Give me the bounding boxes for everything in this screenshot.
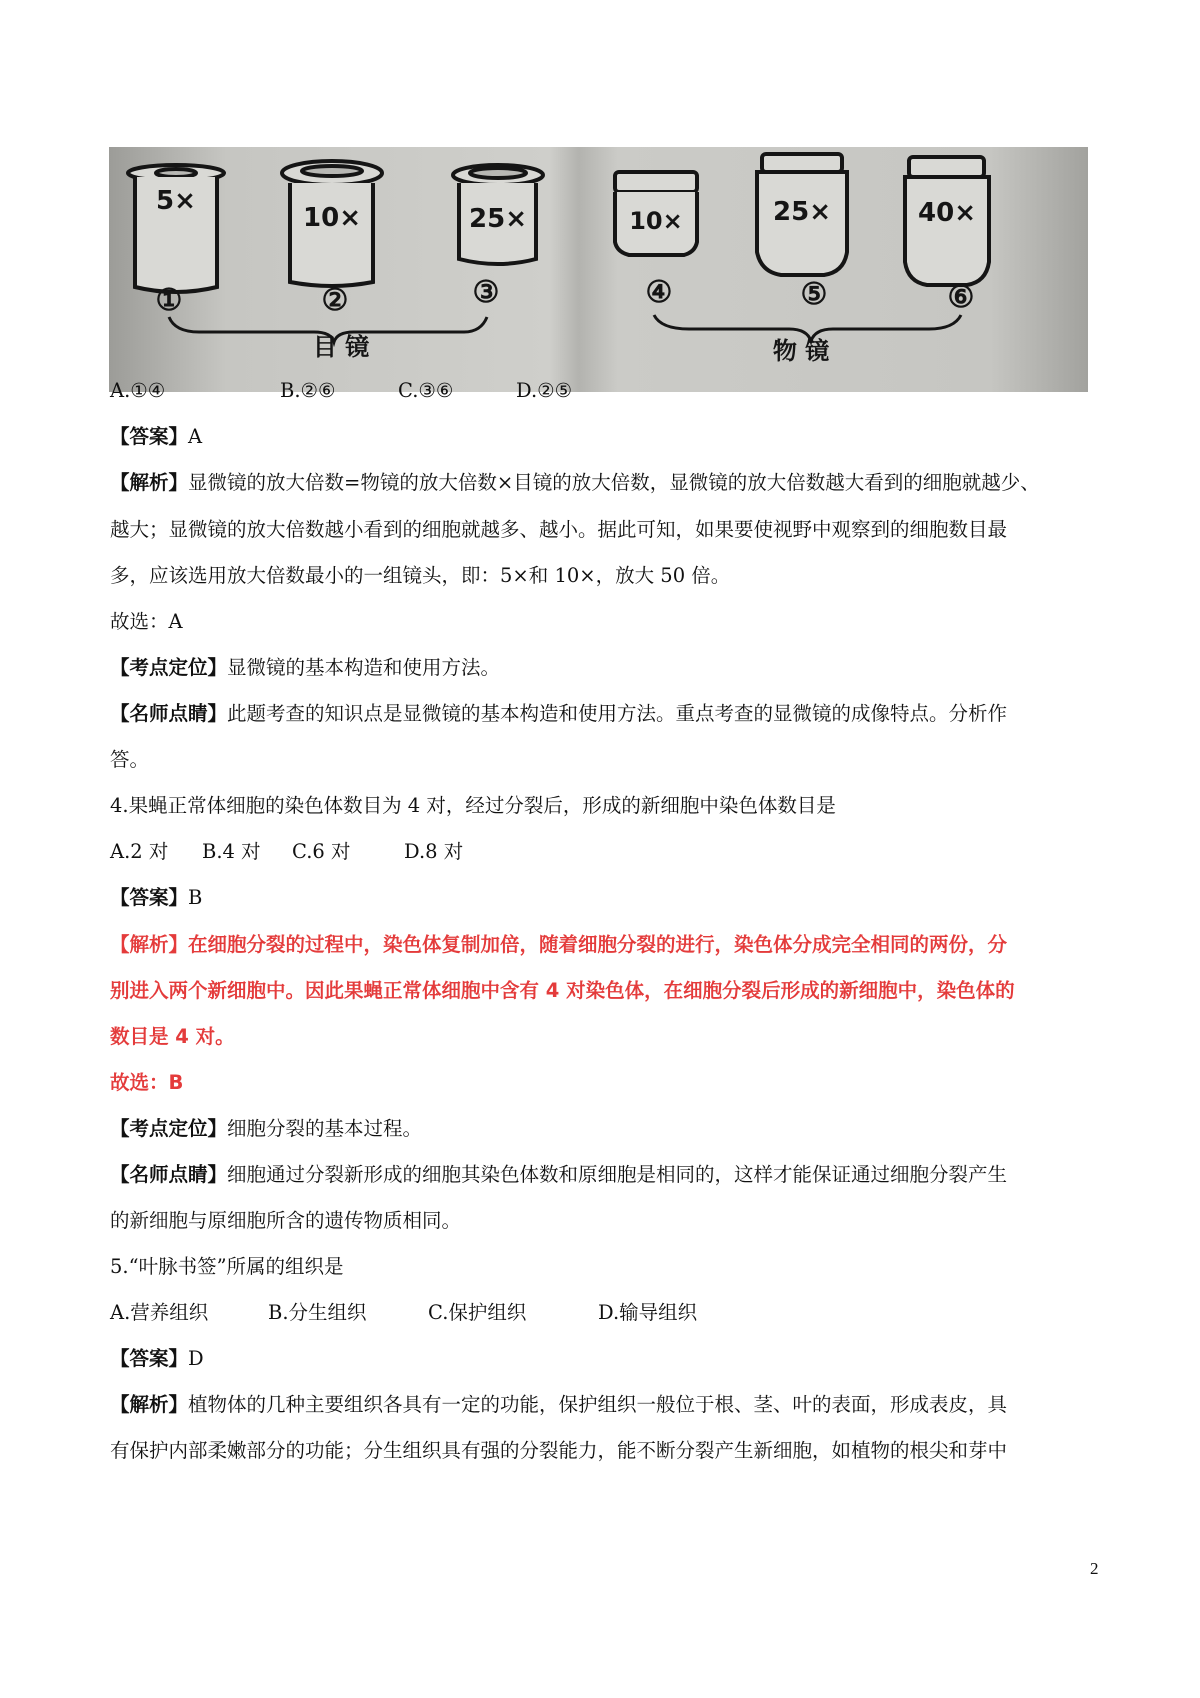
q3-analysis-line-1 (110, 471, 1100, 495)
lens-number-4: ④ (645, 275, 673, 310)
q3-option-b: B.②⑥ (280, 379, 336, 402)
q3-analysis-tag: 【解析】 (110, 471, 189, 494)
q4-point-text: 细胞分裂的基本过程。 (227, 1117, 423, 1140)
microscope-lens-figure (109, 147, 1088, 392)
eyepiece-lens-1 (128, 165, 224, 292)
lens-number-2: ② (321, 283, 349, 318)
q3-option-c: C.③⑥ (398, 379, 454, 402)
lens-number-5: ⑤ (800, 277, 828, 312)
q4-question: 4.果蝇正常体细胞的染色体数目为 4 对，经过分裂后，形成的新细胞中染色体数目是 (110, 794, 836, 817)
q3-choice: 故选：A (110, 610, 183, 633)
q5-options (110, 1301, 1100, 1325)
q4-answer (110, 886, 1100, 910)
q3-teacher-line-2: 答。 (110, 748, 150, 771)
q4-choice: 故选：B (110, 1071, 184, 1094)
q4-analysis-text-1: 在细胞分裂的过程中，染色体复制加倍，随着细胞分裂的进行，染色体分成完全相同的两份，分 (188, 933, 1008, 956)
q5-analysis-line-2: 有保护内部柔嫩部分的功能；分生组织具有强的分裂能力，能不断分裂产生新细胞，如植物的根尖和芽中 (110, 1439, 1008, 1462)
page-number: 2 (1090, 1559, 1099, 1578)
q4-teacher-line-1 (110, 1163, 1100, 1187)
q5-analysis-text-1: 植物体的几种主要组织各具有一定的功能，保护组织一般位于根、茎、叶的表面，形成表皮，具 (188, 1393, 1008, 1416)
q3-analysis-text-1: 显微镜的放大倍数=物镜的放大倍数×目镜的放大倍数，显微镜的放大倍数越大看到的细胞就越少、 (188, 471, 1040, 494)
q5-option-a: A.营养组织 (110, 1301, 209, 1324)
q5-answer-tag: 【答案】 (110, 1347, 189, 1370)
objective-6-magnification: 40× (918, 198, 976, 228)
q3-teacher-tag: 【名师点睛】 (110, 702, 228, 725)
q3-option-d: D.②⑤ (516, 379, 573, 402)
eyepiece-2-magnification: 10× (303, 203, 361, 233)
q3-teacher-text-1: 此题考查的知识点是显微镜的基本构造和使用方法。重点考查的显微镜的成像特点。分析作 (227, 702, 1008, 725)
q5-answer (110, 1347, 1100, 1371)
q3-point-text: 显微镜的基本构造和使用方法。 (227, 656, 501, 679)
q5-option-d: D.输导组织 (598, 1301, 698, 1324)
q5-option-b: B.分生组织 (268, 1301, 367, 1324)
q3-teacher-line-1 (110, 702, 1100, 726)
q4-point (110, 1117, 1100, 1141)
q4-teacher-line-2: 的新细胞与原细胞所含的遗传物质相同。 (110, 1209, 462, 1232)
q4-option-a: A.2 对 (110, 840, 169, 863)
q4-analysis-line-2: 别进入两个新细胞中。因此果蝇正常体细胞中含有 4 对染色体，在细胞分裂后形成的新细胞中，染色体的 (110, 979, 1015, 1002)
q4-answer-value: B (188, 886, 203, 909)
eyepiece-group-label: 目 镜 (312, 332, 370, 361)
q4-option-d: D.8 对 (404, 840, 464, 863)
q3-analysis-line-2: 越大；显微镜的放大倍数越小看到的细胞就越多、越小。据此可知，如果要使视野中观察到的细胞数目最 (110, 518, 1008, 541)
objective-5-magnification: 25× (773, 197, 831, 227)
q3-point-tag: 【考点定位】 (110, 656, 228, 679)
q4-analysis-line-1 (110, 933, 1100, 957)
objective-4-magnification: 10× (629, 207, 683, 235)
q3-analysis-line-3: 多，应该选用放大倍数最小的一组镜头，即：5×和 10×，放大 50 倍。 (110, 564, 731, 587)
q4-point-tag: 【考点定位】 (110, 1117, 228, 1140)
q3-options (110, 379, 1100, 403)
q4-teacher-text-1: 细胞通过分裂新形成的细胞其染色体数和原细胞是相同的，这样才能保证通过细胞分裂产生 (227, 1163, 1008, 1186)
q4-answer-tag: 【答案】 (110, 886, 189, 909)
q5-question: 5.“叶脉书签”所属的组织是 (110, 1255, 344, 1278)
q4-options (110, 840, 1100, 864)
q5-option-c: C.保护组织 (428, 1301, 527, 1324)
objective-group-label: 物 镜 (772, 336, 830, 365)
q3-answer-value: A (188, 425, 203, 448)
q4-option-b: B.4 对 (202, 840, 261, 863)
eyepiece-1-magnification: 5× (156, 186, 196, 216)
q4-analysis-line-3: 数目是 4 对。 (110, 1025, 235, 1048)
q5-analysis-line-1 (110, 1393, 1100, 1417)
eyepiece-3-magnification: 25× (469, 204, 527, 234)
lens-number-1: ① (155, 283, 183, 318)
q4-analysis-tag: 【解析】 (110, 933, 189, 956)
q4-teacher-tag: 【名师点睛】 (110, 1163, 228, 1186)
lens-number-3: ③ (472, 275, 500, 310)
q3-answer-tag: 【答案】 (110, 425, 189, 448)
q5-analysis-tag: 【解析】 (110, 1393, 189, 1416)
q3-option-a: A.①④ (110, 379, 166, 402)
q5-answer-value: D (188, 1347, 204, 1370)
q4-option-c: C.6 对 (292, 840, 351, 863)
q3-answer (110, 425, 1100, 449)
lens-illustration (109, 147, 1088, 392)
lens-number-6: ⑥ (947, 280, 975, 315)
q3-point (110, 656, 1100, 680)
